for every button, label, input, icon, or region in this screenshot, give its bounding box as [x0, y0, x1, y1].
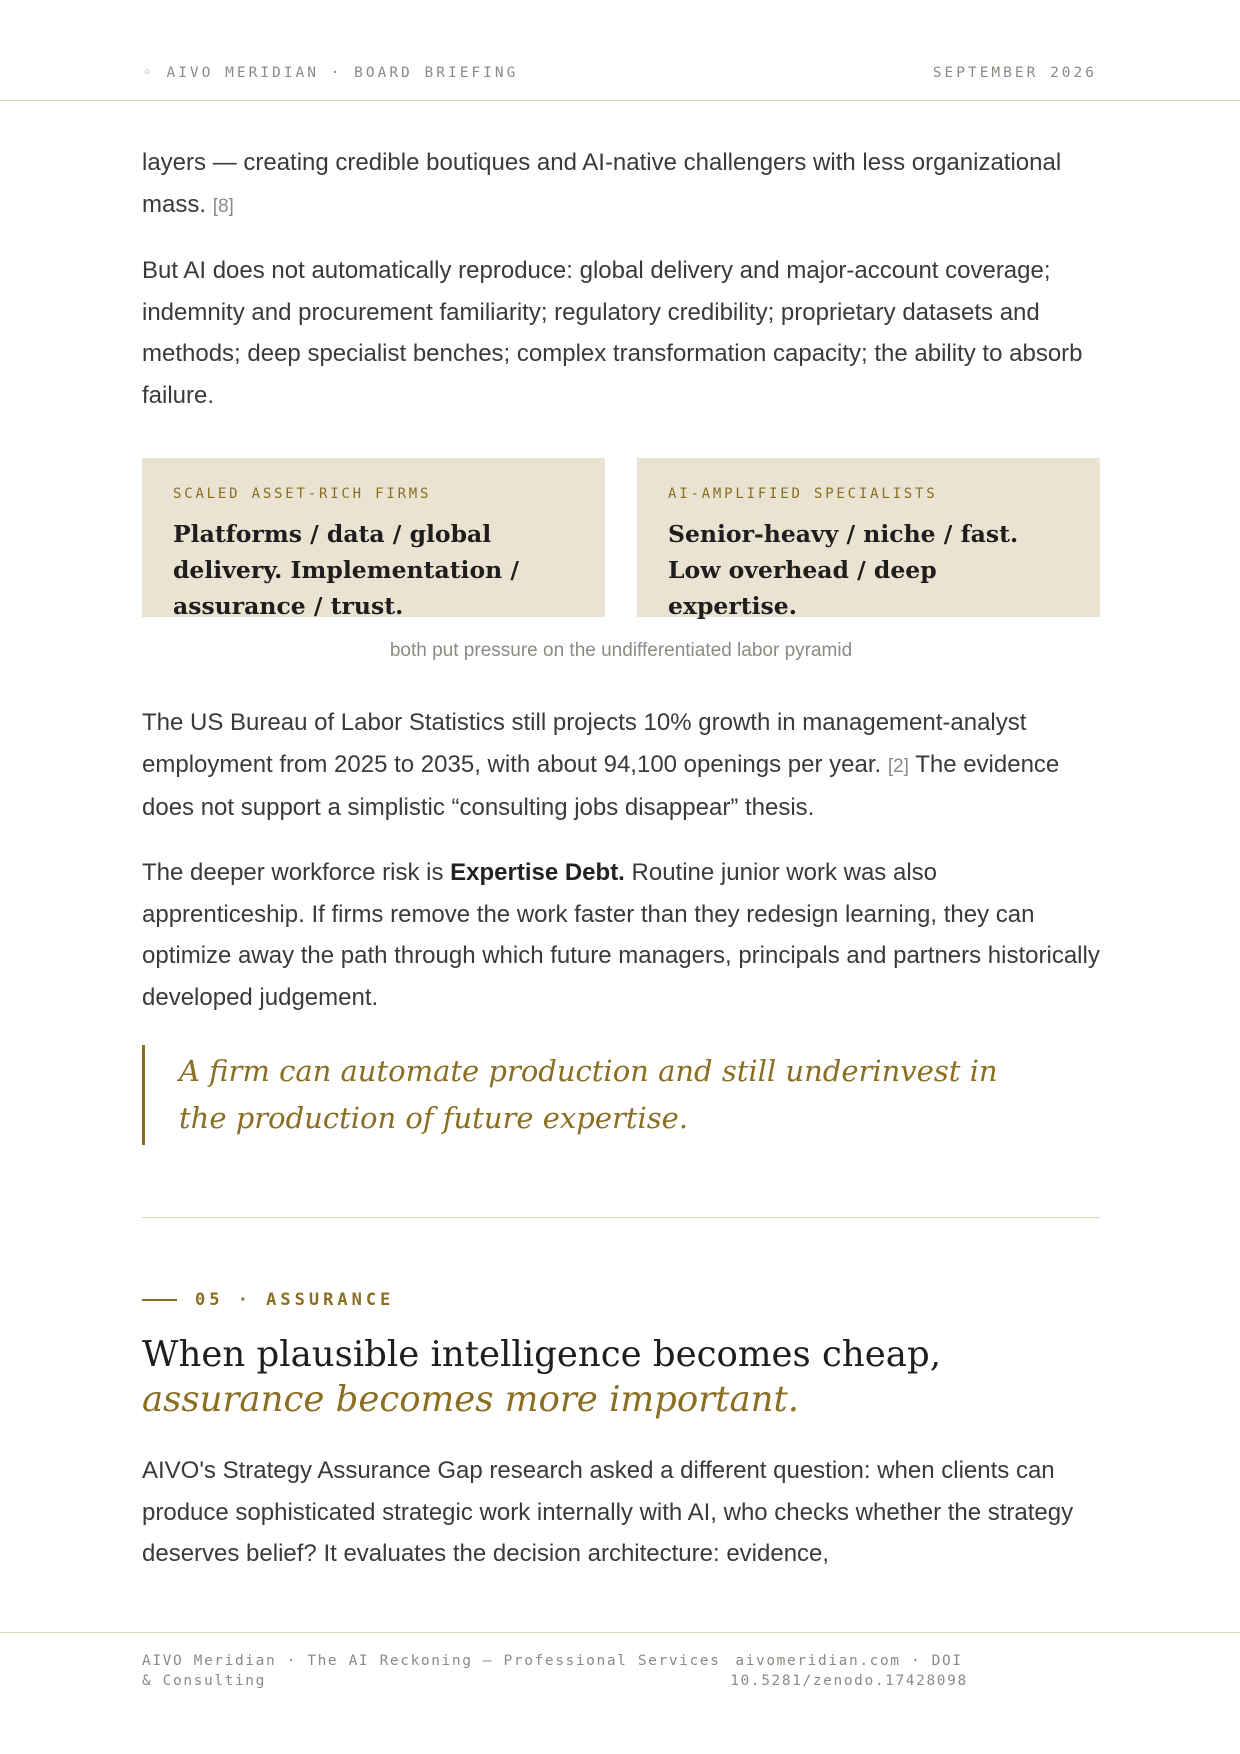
- paragraph-5: [142, 1450, 1100, 1575]
- card-text: Senior-heavy / niche / fast. Low overhead / deep expertise.: [668, 520, 1019, 620]
- header-brand: ◦ AIVO MERIDIAN · BOARD BRIEFING: [143, 65, 519, 81]
- card-text: Platforms / data / global delivery. Implementation / assurance / trust.: [173, 520, 520, 620]
- footer-publication: AIVO Meridian · The AI Reckoning — Professional Services & Consulting: [142, 1653, 721, 1689]
- card-ai-specialists: [637, 458, 1100, 620]
- section-divider: [142, 1217, 1100, 1218]
- section-number-label: 05 · ASSURANCE: [195, 1290, 395, 1310]
- expertise-debt-term: Expertise Debt.: [450, 859, 625, 886]
- section-title-accent: assurance becomes more important.: [142, 1379, 800, 1420]
- eyebrow-rule: [142, 1299, 177, 1301]
- pull-quote: [142, 1045, 1042, 1145]
- card-label: AI-AMPLIFIED SPECIALISTS: [668, 486, 938, 502]
- cards-caption: both put pressure on the undifferentiated labor pyramid: [389, 640, 853, 661]
- paragraph-3: [142, 702, 1100, 829]
- comparison-cards: [142, 458, 1100, 620]
- citation-2[interactable]: [2]: [887, 755, 909, 777]
- pull-quote-text: A firm can automate production and still underinvest in the production of future expertise.: [179, 1054, 998, 1135]
- page-footer: [0, 1632, 1240, 1754]
- section-eyebrow: [142, 1290, 394, 1310]
- paragraph-5-text: AIVO's Strategy Assurance Gap research asked a different question: when clients can produce sophisticated strategic work internally with AI, who checks whether the strategy deserves belief? It evaluates the decision architecture: evidence,: [142, 1457, 1074, 1567]
- paragraph-2: [142, 250, 1100, 416]
- paragraph-4-text-a: The deeper workforce risk is: [142, 859, 444, 886]
- section-title-plain: When plausible intelligence becomes cheap,: [142, 1334, 941, 1375]
- paragraph-1-text: layers — creating credible boutiques and AI-native challengers with less organizational mass.: [142, 149, 1062, 218]
- card-scaled-firms: [142, 458, 605, 620]
- header-date: SEPTEMBER 2026: [932, 65, 1097, 81]
- paragraph-1: [142, 142, 1100, 227]
- citation-8[interactable]: [8]: [212, 195, 234, 217]
- footer-doi-link[interactable]: aivomeridian.com · DOI 10.5281/zenodo.17428098: [730, 1653, 968, 1689]
- paragraph-3-text-a: The US Bureau of Labor Statistics still projects 10% growth in management-analyst employment from 2025 to 2035, with about 94,100 openings per year.: [142, 709, 1027, 778]
- paragraph-4: [142, 852, 1100, 1018]
- paragraph-4-text-b: Routine junior work was also apprenticeship. If firms remove the work faster than they redesign learning, they can optimize away the path through which future managers, principals and partners historically developed judgement.: [142, 859, 1100, 1011]
- paragraph-2-text: But AI does not automatically reproduce: global delivery and major-account coverage; indemnity and procurement familiarity; regulatory credibility; proprietary datasets and methods; deep specialist benches; complex transformation capacity; the ability to absorb failure.: [142, 257, 1083, 409]
- paragraph-3-text-b: The evidence does not support a simplistic “consulting jobs disappear” thesis.: [142, 750, 1060, 821]
- section-title: [142, 1332, 1100, 1422]
- card-label: SCALED ASSET-RICH FIRMS: [173, 486, 432, 502]
- page-header: [0, 0, 1240, 101]
